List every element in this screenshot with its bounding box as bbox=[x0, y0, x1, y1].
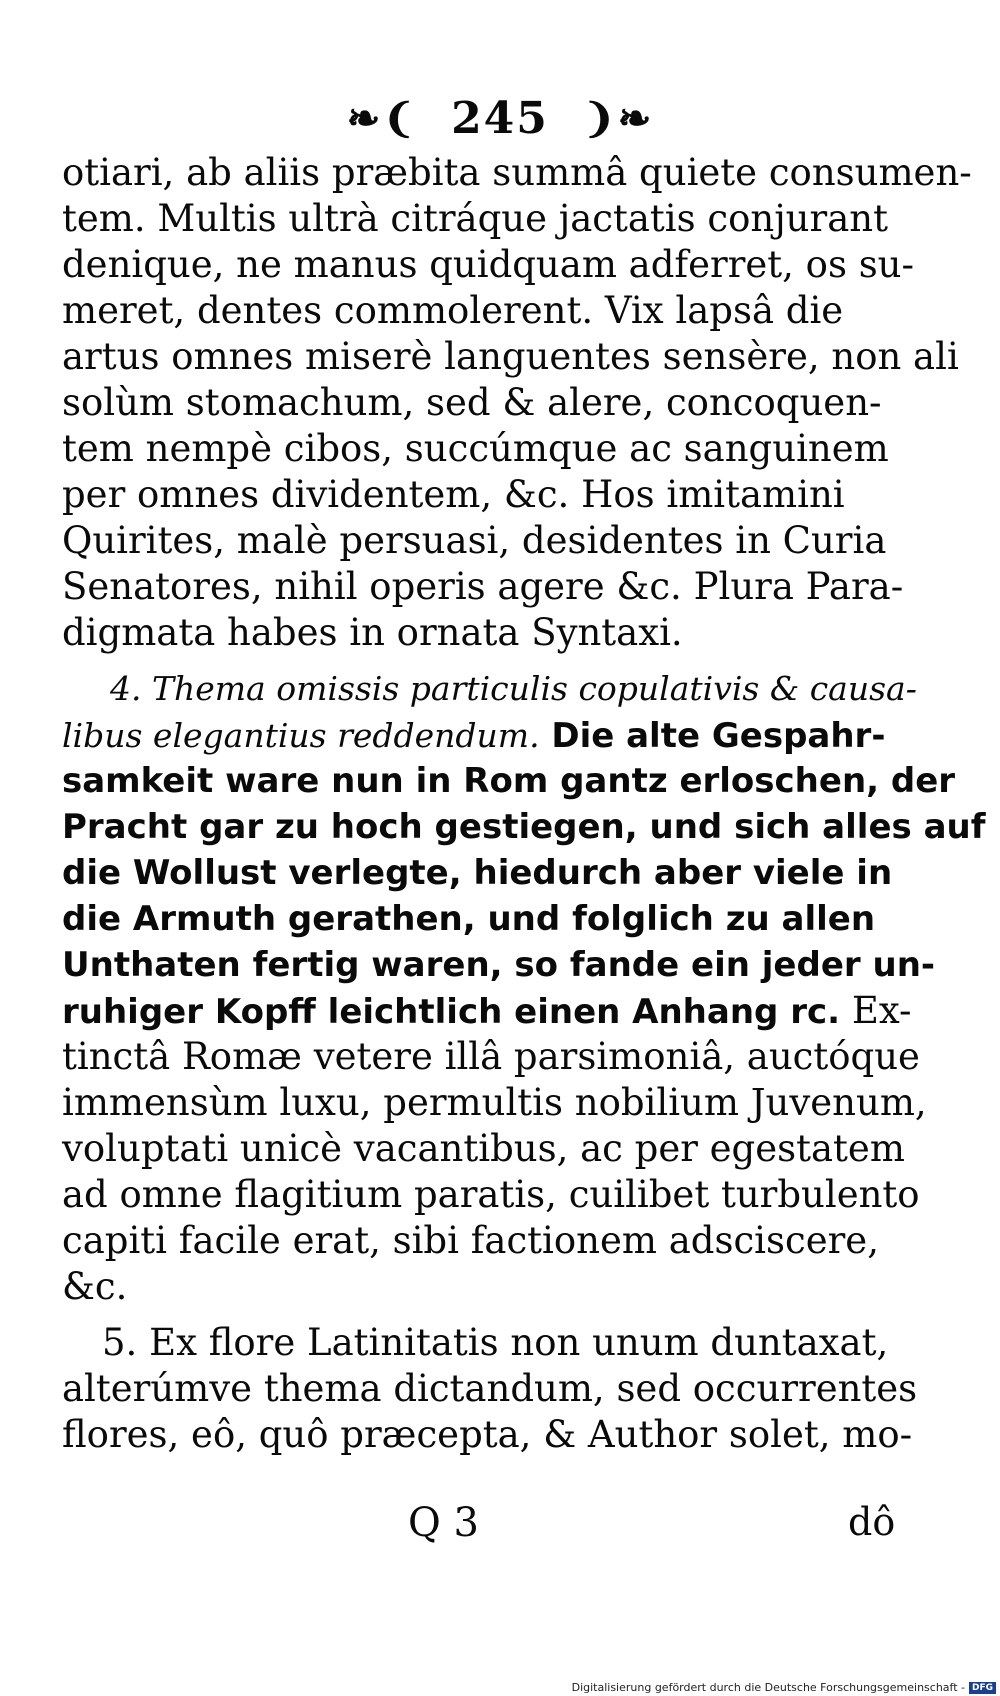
fraktur-line: die Armuth gerathen, und folglich zu allen bbox=[62, 899, 876, 939]
attribution-text: Digitalisierung gefördert durch die Deutsche Forschungsgemeinschaft - bbox=[571, 1681, 965, 1694]
fraktur-text: Die alte Gespahr- bbox=[551, 716, 886, 756]
text-line: artus omnes miserè languentes sensère, non ali bbox=[62, 335, 959, 378]
text-line: digmata habes in ornata Syntaxi. bbox=[62, 611, 683, 654]
text-line: tinctâ Romæ vetere illâ parsimoniâ, auctóque bbox=[62, 1035, 920, 1078]
attribution-bar bbox=[572, 1681, 996, 1694]
text-line bbox=[62, 988, 912, 1034]
paragraph-4-heading-cont: libus elegantius reddendum. bbox=[62, 716, 540, 755]
fraktur-text: ruhiger Kopff leichtlich einen Anhang rc. bbox=[62, 992, 841, 1032]
text-line bbox=[62, 712, 902, 758]
paragraph-5-line: 5. Ex flore Latinitatis non unum duntaxat, bbox=[102, 1321, 889, 1364]
text-line: Senatores, nihil operis agere &c. Plura Para- bbox=[62, 565, 904, 608]
text-line: immensùm luxu, permultis nobilium Juvenum, bbox=[62, 1081, 927, 1124]
page-number: 245 bbox=[451, 93, 549, 144]
text-line: flores, eô, quô præcepta, & Author solet, mo- bbox=[62, 1413, 913, 1456]
text-line: per omnes dividentem, &c. Hos imitamini bbox=[62, 473, 845, 516]
text-line: capiti facile erat, sibi factionem adsciscere, bbox=[62, 1219, 879, 1262]
page-header bbox=[0, 90, 1000, 144]
text-line: otiari, ab aliis præbita summâ quiete consumen- bbox=[62, 151, 972, 194]
paragraph-4-heading: 4. Thema omissis particulis copulativis & causa- bbox=[110, 669, 917, 708]
fraktur-line: Unthaten fertig waren, so fande ein jeder un- bbox=[62, 945, 936, 985]
fraktur-line: die Wollust verlegte, hiedurch aber viele in bbox=[62, 853, 893, 893]
text-line: alterúmve thema dictandum, sed occurrentes bbox=[62, 1367, 918, 1410]
body-text bbox=[62, 150, 986, 1458]
text-line: denique, ne manus quidquam adferret, os su- bbox=[62, 243, 915, 286]
left-ornament-icon: ❧❨ bbox=[346, 95, 418, 142]
text-line: meret, dentes commolerent. Vix lapsâ die bbox=[62, 289, 844, 332]
page-footer bbox=[0, 1500, 1000, 1560]
right-ornament-icon: ❩❧ bbox=[582, 95, 654, 142]
text-line: tem. Multis ultrà citráque jactatis conjurant bbox=[62, 197, 888, 240]
latin-text: Ex- bbox=[851, 989, 912, 1032]
dfg-logo-icon: DFG bbox=[969, 1682, 996, 1694]
text-line: ad omne flagitium paratis, cuilibet turbulento bbox=[62, 1173, 920, 1216]
catchword: dô bbox=[848, 1500, 896, 1544]
text-line: &c. bbox=[62, 1265, 128, 1308]
text-line: Quirites, malè persuasi, desidentes in Curia bbox=[62, 519, 887, 562]
text-line: tem nempè cibos, succúmque ac sanguinem bbox=[62, 427, 889, 470]
fraktur-line: samkeit ware nun in Rom gantz erloschen, der bbox=[62, 761, 956, 801]
fraktur-line: Pracht gar zu hoch gestiegen, und sich alles auf bbox=[62, 807, 986, 847]
text-line: voluptati unicè vacantibus, ac per egestatem bbox=[62, 1127, 905, 1170]
text-line: solùm stomachum, sed & alere, concoquen- bbox=[62, 381, 882, 424]
signature-mark: Q 3 bbox=[408, 1500, 479, 1546]
